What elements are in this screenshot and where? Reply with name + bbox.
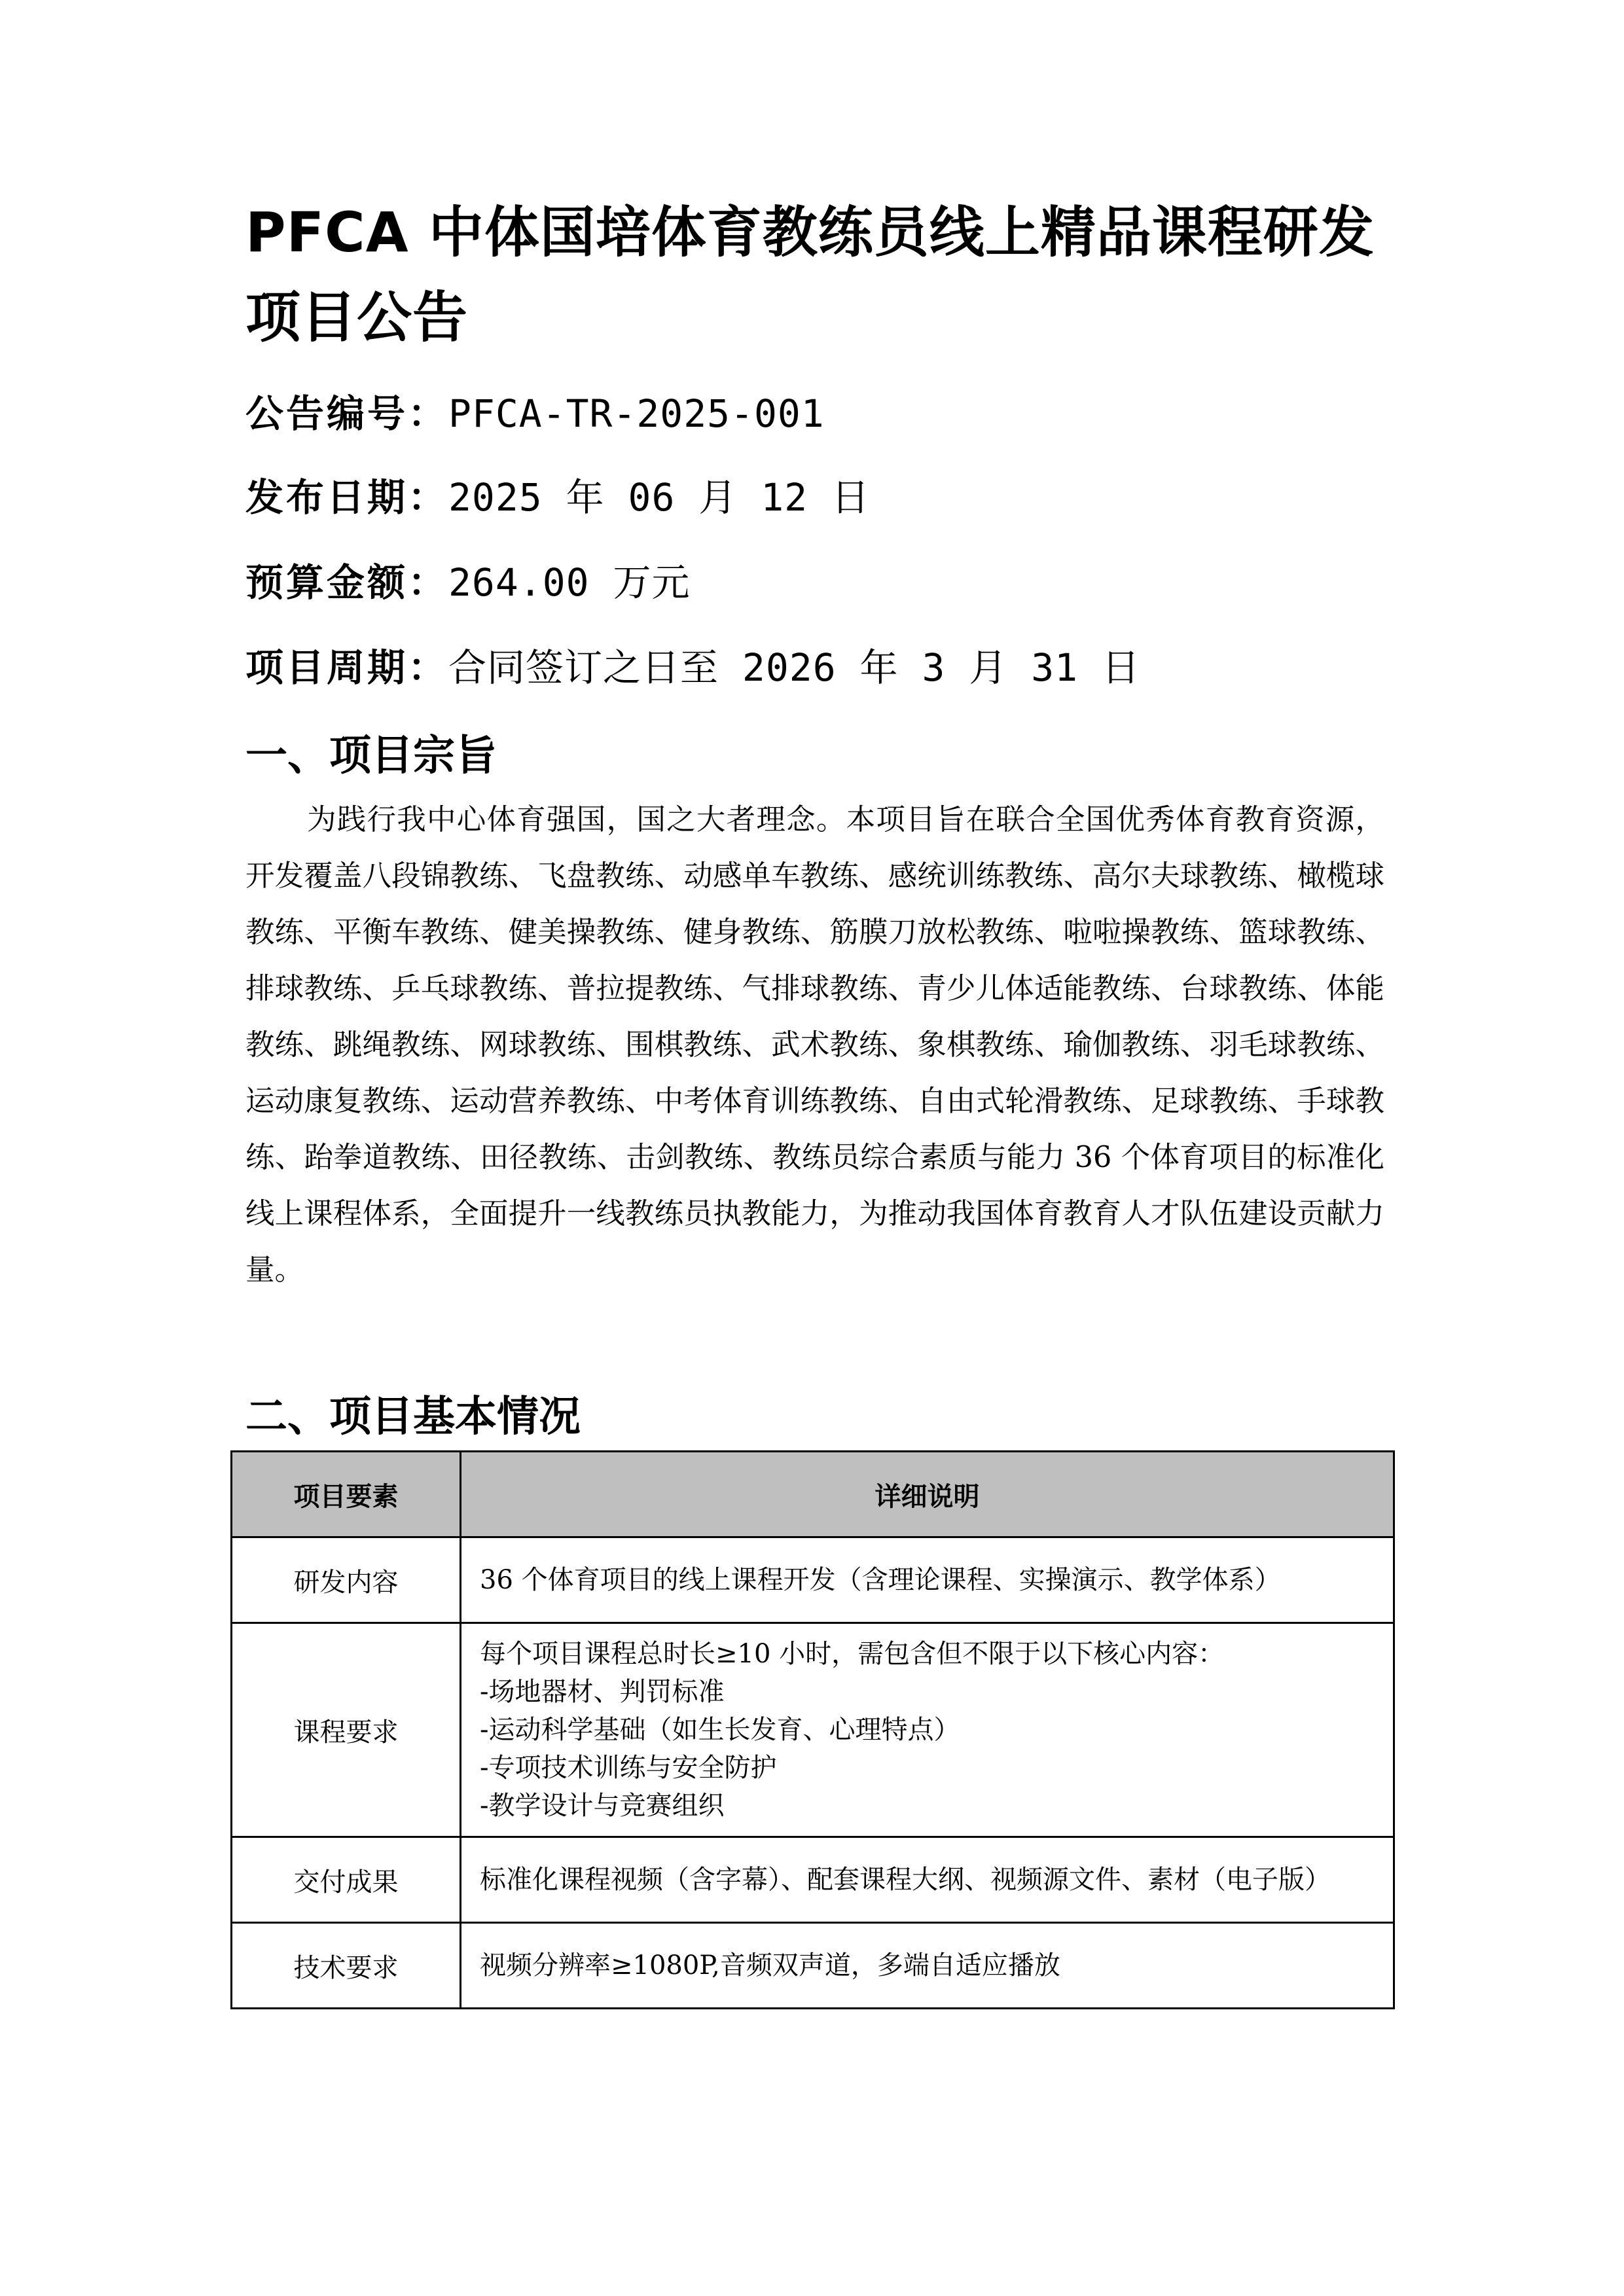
row-value-line: -教学设计与竞赛组织	[480, 1791, 725, 1821]
table-row	[232, 1923, 1394, 2009]
publish-date-value: 2025 年 06 月 12 日	[448, 475, 870, 520]
project-info-table	[230, 1450, 1395, 2009]
row-label: 交付成果	[232, 1837, 461, 1923]
notice-number-line	[245, 387, 1424, 440]
publish-date-line	[245, 471, 1424, 524]
row-value	[461, 1837, 1394, 1923]
row-label: 课程要求	[232, 1623, 461, 1837]
row-label: 技术要求	[232, 1923, 461, 2009]
notice-number-label: 公告编号：	[245, 391, 449, 436]
table-row	[232, 1623, 1394, 1837]
row-value-line: 视频分辨率≥1080P,音频双声道，多端自适应播放	[480, 1950, 1060, 1981]
row-label: 研发内容	[232, 1537, 461, 1623]
row-value-line: 36 个体育项目的线上课程开发（含理论课程、实操演示、教学体系）	[480, 1565, 1281, 1595]
row-value-line: 标准化课程视频（含字幕）、配套课程大纲、视频源文件、素材（电子版）	[480, 1865, 1331, 1895]
row-value	[461, 1623, 1394, 1837]
row-value-line: -专项技术训练与安全防护	[480, 1753, 777, 1783]
row-value-line: -运动科学基础（如生长发育、心理特点）	[480, 1715, 960, 1745]
section-heading-basic-info: 二、项目基本情况	[245, 1393, 581, 1441]
table-row	[232, 1837, 1394, 1923]
project-period-line	[245, 641, 1424, 694]
table-header-element: 项目要素	[232, 1452, 461, 1537]
budget-value: 264.00 万元	[448, 560, 691, 605]
row-value-line: -场地器材、判罚标准	[480, 1677, 725, 1707]
row-value-line: 每个项目课程总时长≥10 小时，需包含但不限于以下核心内容：	[480, 1639, 1225, 1669]
project-period-value: 合同签订之日至 2026 年 3 月 31 日	[448, 645, 1140, 690]
table-header-description: 详细说明	[461, 1452, 1394, 1537]
row-value	[461, 1923, 1394, 2009]
purpose-paragraph: 为践行我中心体育强国，国之大者理念。本项目旨在联合全国优秀体育教育资源，开发覆盖八段锦教练、飞盘教练、动感单车教练、感统训练教练、高尔夫球教练、橄榄球教练、平衡车教练、健美操教练、健身教练、筋膜刀放松教练、啦啦操教练、篮球教练、排球教练、乒乓球教练、普拉提教练、气排球教练、青少儿体适能教练、台球教练、体能教练、跳绳教练、网球教练、围棋教练、武术教练、象棋教练、瑜伽教练、羽毛球教练、运动康复教练、运动营养教练、中考体育训练教练、自由式轮滑教练、足球教练、手球教练、跆拳道教练、田径教练、击剑教练、教练员综合素质与能力 36 个体育项目的标准化线上课程体系，全面提升一线教练员执教能力，为推动我国体育教育人才队伍建设贡献力量。	[245, 803, 1384, 1287]
page-title: PFCA 中体国培体育教练员线上精品课程研发项目公告	[245, 200, 1375, 350]
budget-line	[245, 556, 1424, 609]
project-period-label: 项目周期：	[245, 645, 449, 690]
row-value	[461, 1537, 1394, 1623]
table-header-row	[232, 1452, 1394, 1537]
notice-number-value: PFCA-TR-2025-001	[448, 391, 825, 436]
table-row	[232, 1537, 1394, 1623]
section-heading-purpose: 一、项目宗旨	[245, 732, 497, 780]
budget-label: 预算金额：	[245, 560, 449, 605]
publish-date-label: 发布日期：	[245, 475, 449, 520]
